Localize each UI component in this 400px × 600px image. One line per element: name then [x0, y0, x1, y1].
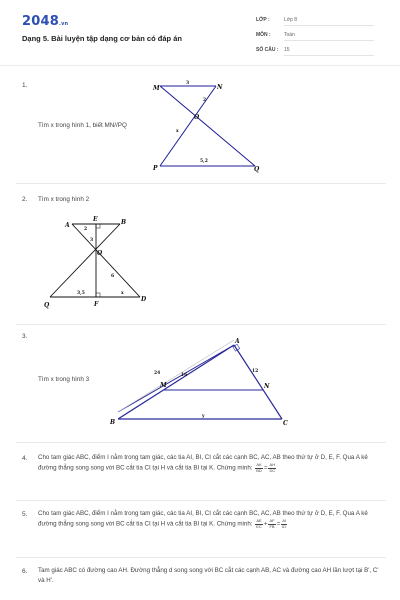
label-A: A: [65, 222, 70, 229]
length-OF: 6: [111, 274, 115, 279]
length-BA: 24: [154, 371, 161, 376]
divider: [16, 557, 386, 558]
label-O: O: [194, 114, 200, 121]
length-AM: 16: [181, 373, 188, 378]
question-number: 2.: [22, 196, 28, 203]
label-N: N: [217, 84, 223, 91]
question-body: Cho tam giác ABC, điểm I nằm trong tam giác, các tia AI, BI, CI cắt các cạnh BC, AC, AB theo thứ tự ở D, E, F. Qua A kẻ đường thẳng song song với BC cắt tia CI tại H và cắt tia BI tại K. Chứng minh:: [38, 454, 368, 472]
question-text: [38, 509, 382, 530]
length-BC: y: [202, 414, 205, 419]
meta-label: LỚP :: [256, 17, 270, 23]
fraction: $\frac{AI}{ID}$: [282, 518, 287, 529]
length-NO: 2: [203, 98, 207, 103]
document-title: Dạng 5. Bài luyện tập dạng cơ bản có đáp án: [22, 34, 182, 43]
question-number: 1.: [22, 82, 28, 89]
meta-value: Toán: [284, 32, 374, 41]
length-MN: 3: [186, 81, 190, 86]
divider: [16, 500, 386, 501]
length-FD: x: [121, 291, 124, 296]
meta-label: MÔN :: [256, 32, 271, 38]
fraction: $\frac{AE}{EC}$: [256, 518, 262, 529]
logo-text: 2048: [22, 14, 59, 29]
equals-sign: =: [263, 464, 268, 472]
question-number: 5.: [22, 511, 28, 518]
question-number: 6.: [22, 568, 28, 575]
divider: [16, 442, 386, 443]
length-PQ: 5,2: [200, 159, 208, 164]
label-D: D: [141, 296, 147, 303]
question-number: 3.: [22, 333, 28, 340]
meta-value: Lớp 8: [284, 17, 374, 26]
question-number: 4.: [22, 455, 28, 462]
question-text: Tìm x trong hình 1, biết MN//PQ: [38, 122, 127, 129]
logo-suffix: .vn: [58, 21, 69, 27]
question-text: Tìm x trong hình 2: [38, 196, 90, 203]
length-AE: 2: [84, 227, 88, 232]
question-text: [38, 453, 382, 474]
label-F: F: [94, 301, 99, 308]
length-QF: 3,5: [77, 291, 85, 296]
length-EO: 3: [90, 238, 94, 243]
label-P: P: [153, 165, 158, 172]
label-B: B: [121, 219, 127, 226]
label-C: C: [283, 420, 288, 427]
label-N: N: [264, 383, 270, 390]
question-text: Tìm x trong hình 3: [38, 376, 90, 383]
label-B: B: [110, 419, 116, 426]
label-A: A: [235, 338, 240, 345]
length-AN: 12: [252, 369, 259, 374]
fraction: $\frac{AF}{FB}$: [269, 518, 275, 529]
label-M: M: [160, 382, 167, 389]
length-MO: x: [176, 129, 179, 134]
label-Q: Q: [254, 166, 260, 173]
label-E: E: [93, 216, 98, 223]
fraction: $\frac{AH}{DC}$: [269, 462, 276, 473]
fraction: $\frac{AK}{BD}$: [256, 462, 262, 473]
meta-label: SỐ CÂU :: [256, 47, 279, 53]
meta-value: 15: [284, 47, 374, 56]
equals-sign: =: [276, 520, 281, 528]
plus-sign: +: [263, 520, 268, 528]
question-body: Cho tam giác ABC, điểm I nằm trong tam giác, các tia AI, BI, CI cắt các cạnh BC, AC, AB theo thứ tự ở D, E, F. Qua A kẻ đường thẳng song song với BC cắt tia CI tại H và cắt tia BI tại K. Chứng minh:: [38, 510, 368, 528]
question-text: Tam giác ABC có đường cao AH. Đường thẳng d song song với BC cắt các cạnh AB, AC và đường cao AH lần lượt tại B', C' và H'.: [38, 567, 379, 584]
label-M: M: [153, 85, 160, 92]
label-Q: Q: [44, 302, 50, 309]
label-O: O: [97, 250, 103, 257]
